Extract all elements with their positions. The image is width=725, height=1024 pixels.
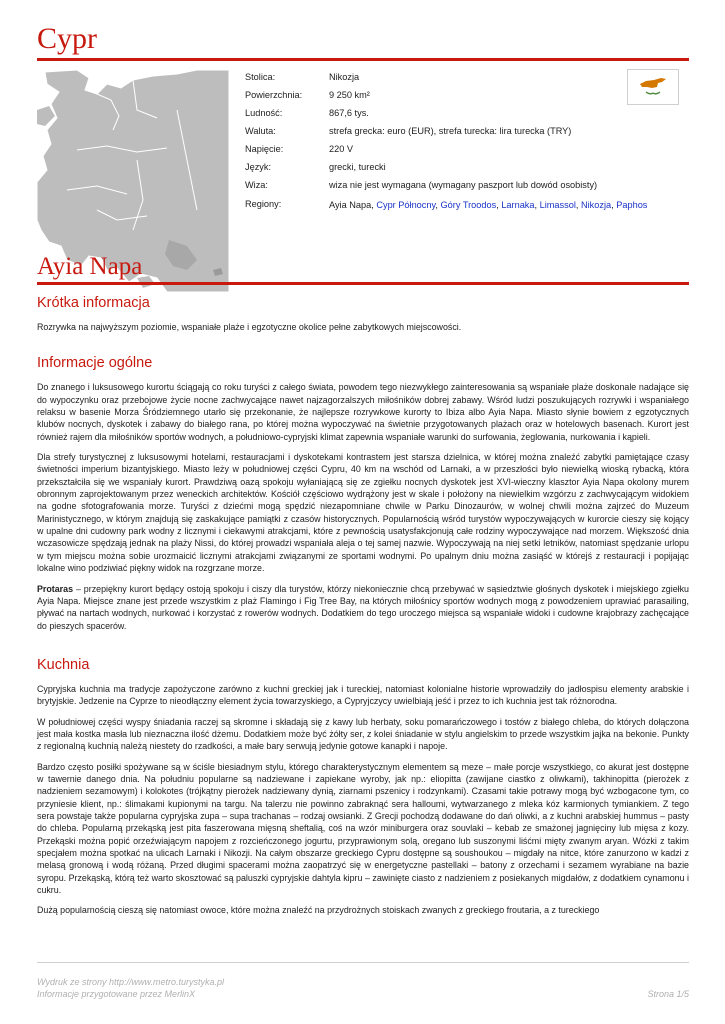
info-value: strefa grecka: euro (EUR), strefa turecka: lira turecka (TRY) [329,126,572,136]
general-paragraph: Do znanego i luksusowego kurortu ściągają co roku turyści z całego świata, powodem tego niezwykłego zainteresowania są wspaniałe plaże doskonale nadające się do wypoczynku oraz przebojowe życie nocne zachwycające nawet najzagorzalszych miłośników dobrej zabawy. Wśród ludzi poszukujących rozrywki i wspaniałego relaksu w basenie Morza Śródziemnego utarło się przekonanie, że najlepsze rozrywkowe kurorty to Ibiza albo Ayia Napa. Miasto słynie bowiem z egzotycznych klubów nocnych, dyskotek i zabawy do białego rana, po której można wypoczywać na świetnie przygotowanych plażach oraz w hotelowych basenach. Kurort jest również rajem dla miłośników sportów wodnych, a południowo-cypryjski klimat zapewnia wspaniałe warunki do surfowania, żeglowania, nurkowania i kąpieli. [37,382,689,442]
region-link-gory-troodos[interactable]: Góry Troodos [440,200,497,210]
city-title: Ayia Napa [37,253,143,280]
info-value: 9 250 km² [329,90,370,100]
city-divider [37,282,689,285]
info-label: Powierzchnia: [245,90,303,100]
info-value: 867,6 tys. [329,108,369,118]
info-value: grecki, turecki [329,162,386,172]
region-link-cypr-polnocny[interactable]: Cypr Północny [376,200,436,210]
info-row-visa [245,179,685,197]
region-link-nikozja[interactable]: Nikozja [581,200,612,210]
info-value: 220 V [329,144,354,154]
section-title-short-info: Krótka informacja [37,295,150,311]
cuisine-paragraph: Cypryjska kuchnia ma tradycje zapożyczone zarówno z kuchni greckiej jak i tureckiej, natomiast kolonialne historie wprowadziły do jadłospisu elementy arabskie i brytyjskie. Jedzenie na Cyprze to nieodłączny element życia towarzyskiego, a Cypryjczycy uwielbiają jeść i przez to ich kuchnia jest tak różnorodna. [37,683,689,707]
cuisine-paragraph: Dużą popularnością cieszą się natomiast owoce, które można znaleźć na przydrożnych stoiskach zwanych z greckiego froutaria, a z tureckiego [37,905,600,916]
main-content [37,294,689,925]
section-title-general-info: Informacje ogólne [37,355,153,372]
protaras-text: – przepiękny kurort będący ostoją spokoju i ciszy dla turystów, którzy niekoniecznie chcą przebywać w sąsiedztwie głośnych dyskotek i miejskiego zgiełku Ayia Napa. Miejsce znane jest przede wszystkim z plaż Flamingo i Fig Tree Bay, na których miłośnicy sportów wodnych mogą z powodzeniem uprawiać parasailing, pływać na nartach wodnych, nurkować i korzystać z rowerów wodnych. Dodatkiem do tego uroczego miejsca są wspaniałe widoki i cudowne krajobrazy zachęcające do pieszych spacerów. [37,583,689,631]
general-paragraph [37,583,689,632]
info-row-regions [245,198,685,216]
country-info-table [245,71,685,216]
footer-source: Wydruk ze strony http://www.metro.turystyka.pl [37,977,225,987]
region-link-paphos[interactable]: Paphos [616,200,648,210]
info-row-voltage [245,143,685,161]
info-label: Ludność: [245,108,283,118]
protaras-heading: Protaras [37,583,74,594]
info-label: Język: [245,162,272,172]
cuisine-paragraph: Bardzo często posiłki spożywane są w ściśle biesiadnym stylu, którego charakterystycznym elementem są meze – małe porcje wszystkiego, co akurat jest dostępne w tawernie danego dnia. Na południu popularne są nadziewane i zapiekane wyroby, jak np.: eliopitta (zawijane ciastko z oliwkami), takhinopitta (pierożek z nadzieniem sezamowym) i kolokotes (trójkątny pierożek nadziewany dynią, ziarnami pszenicy i rodzynkami). Czasami takie potrawy mogą być wzbogacone tym, co przyniesie klient, np.: ślimakami kupionymi na targu. Na talerzu nie powinno zabraknąć sera halloumi, wytwarzanego z mleka kóz karmionych tymiankiem. Z tego sera powstaje także popularna cypryjska zupa – supa trachanas – rodzaj owsianki. Z Grecji pochodzą dodawane do dań oliwki, a z kuchni arabskiej hummus – pasty do chleba. Popularną przekąską jest pita faszerowana mięsną sheftalią, coś na wzór miniburgera oraz souvlaki – kebab ze smażonej jagnięciny lub mięsa z kozy. Przekąski można popić orzeźwiającym napojem z rozcieńczonego jogurtu, przyprawionym solą, oregano lub suszonymi liśćmi mięty zwanym aryan. Wózki z takim specjałem można spotkać na ulicach Larnaki i Nikozji. Na całym obszarze greckiego Cypru dostępne są soushoukou – migdały na nitce, które zanurzono w kadzi z melasą gronową i wodą różaną. Przed długimi spacerami można zaopatrzyć się w energetyczne pastellaki – batony z orzechami i sezamem wyrabiane na bazie syropu. Przekąską, którą też warto skosztować są paluszki cypryjskie dahtyla kipru – zawinięte ciasto z nadzieniem z posiekanych migdałów, z dodatkiem cynamonu i cukru. [37,761,689,896]
short-info-text: Rozrywka na najwyższym poziomie, wspaniałe plaże i egzotyczne okolice pełne zabytkowych miejscowości. [37,322,462,332]
cyprus-flag [627,69,679,105]
general-paragraph: Dla strefy turystycznej z luksusowymi hotelami, restauracjami i dyskotekami kontrastem jest starsza dzielnica, w której można znaleźć zabytki pamiętające czasy świetności imperium bizantyjskiego. Miasto leży w południowej części Cypru, 40 km na wschód od Larnaki, a w przeszłości było niewielką wioską rybacką, która przekształciła się we wspaniały kurort. Prawdziwą oazą spokoju wyłaniającą się ze zgiełku nocnych dyskotek jest XVI-wieczny klasztor Ayia Napa okolony murem obronnym zaprojektowanym przez weneckich architektów. Kościół częściowo wydrążony jest w skale i położony na niewielkim wzgórzu z zachwycającym widokiem na godne sfotografowania morze. Turyści z dziećmi mogą spędzić niezapomniane chwile w Parku Dinozaurów, w wolnej chwili można zajrzeć do Muzeum Marinistycznego, w którym znajdują się zaskakujące pamiątki z czasów historycznych. Popularnością wśród turystów wypoczywających w kurorcie cieszy się kojący w upalne dni cudowny park wodny z licznymi i ciekawymi atrakcjami, które z pewnością usatysfakcjonują całe rodziny wypoczywające nad morzem. Większość dnia wczasowicze spędzają jednak na plaży Nissi, do której prowadzi wspaniała aleja o tej samej nazwie. Wypoczywają na niej setki letników, natomiast spędzanie urlopu w tym miejscu można sobie urozmaicić licznymi atrakcjami związanymi ze sportami wodnymi. Po upalnym dniu można zasiąść w którejś z restauracji i popijając lokalne wino podziwiać piękny widok na rozgrzane morze. [37,452,689,574]
info-row-capital [245,71,685,89]
region-link-larnaka[interactable]: Larnaka [501,200,535,210]
footer-divider [37,962,689,963]
info-label: Wiza: [245,180,268,190]
region-link-limassol[interactable]: Limassol [539,200,576,210]
footer-credit: Informacje przygotowane przez MerlinX [37,989,196,999]
region-ayia-napa: Ayia Napa [329,200,372,210]
title-divider [37,58,689,61]
section-title-cuisine: Kuchnia [37,656,90,673]
info-row-population [245,107,685,125]
info-row-area [245,89,685,107]
info-label: Waluta: [245,126,276,136]
info-label: Napięcie: [245,144,284,154]
info-value: Nikozja [329,72,360,82]
page-number: Strona 1/5 [647,989,689,999]
info-label: Regiony: [245,199,282,209]
info-value: wiza nie jest wymagana (wymagany paszport lub dowód osobisty) [329,180,598,190]
info-row-language [245,161,685,179]
info-row-currency [245,125,685,143]
regions-list: Ayia Napa, Cypr Północny, Góry Troodos, Larnaka, Limassol, Nikozja, Paphos [329,200,648,210]
info-label: Stolica: [245,72,276,82]
page-footer [37,976,689,1000]
cuisine-paragraph: W południowej części wyspy śniadania raczej są skromne i składają się z kawy lub herbaty, soku pomarańczowego i tostów z białego chleba, do których dołączona jest mała kostka masła lub nieznaczna ilość dżemu. Dodatkiem może być żółty ser, z kolei śniadanie w stylu angielskim to przede wszystkim jajka na bekonie. Punkty z regionalną kuchnią należą niestety do rzadkości, a małe bary serwują jedynie gotowe kanapki i napoje. [37,716,689,752]
cyprus-flag-icon [628,70,678,104]
country-title: Cypr [37,22,97,55]
